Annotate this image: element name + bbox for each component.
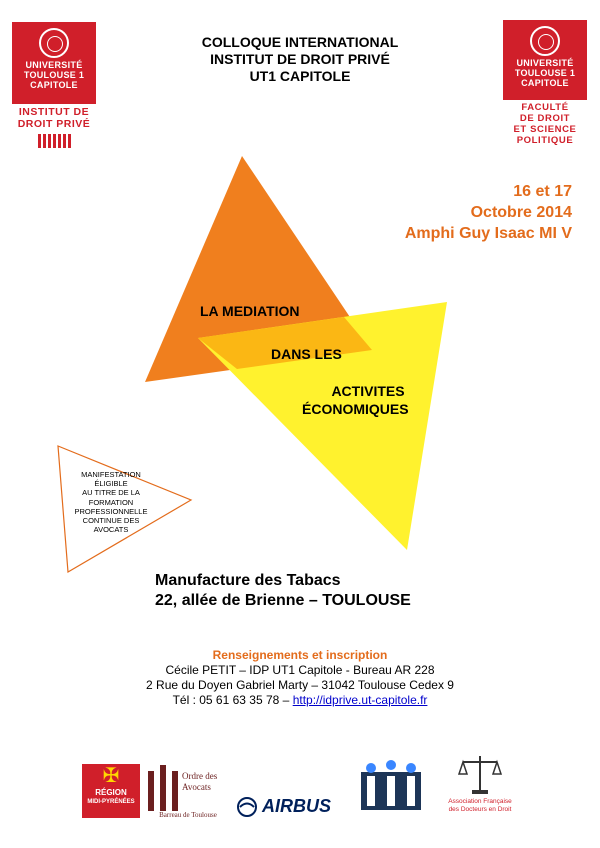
- header-line-3: UT1 CAPITOLE: [249, 68, 351, 84]
- contact-title: Renseignements et inscription: [212, 648, 388, 662]
- logo-right-subtitle-1: FACULTÉ: [521, 102, 569, 113]
- header-line-2: INSTITUT DE DROIT PRIVÉ: [210, 51, 390, 67]
- logo-left-line-3: CAPITOLE: [30, 80, 78, 90]
- ordre-line-1: Ordre des: [182, 771, 218, 781]
- venue-address: 22, allée de Brienne – TOULOUSE: [155, 592, 411, 609]
- contact-line-3: [0, 692, 600, 708]
- theme-line-3: ACTIVITES: [331, 383, 405, 399]
- logo-right-subtitle-3: ET SCIENCE: [513, 124, 577, 135]
- people-icon: [361, 760, 421, 810]
- contact-line-2: 2 Rue du Doyen Gabriel Marty – 31042 Toulouse Cedex 9: [146, 678, 454, 692]
- formation-note: [56, 470, 166, 534]
- ordre-line-2: Avocats: [182, 782, 211, 792]
- association-line-2: des Docteurs en Droit: [448, 806, 512, 813]
- formation-note-line: PROFESSIONNELLE: [74, 506, 148, 516]
- airbus-label: AIRBUS: [262, 796, 332, 816]
- logo-airbus: [236, 795, 350, 819]
- logo-right-subtitle-2: DE DROIT: [519, 113, 571, 124]
- logo-right-line-2: TOULOUSE 1: [514, 68, 576, 78]
- airbus-swirl-icon: [236, 796, 258, 818]
- venue-name: Manufacture des Tabacs: [155, 572, 341, 589]
- logo-ordre-avocats: [146, 757, 230, 821]
- logo-right-line-3: CAPITOLE: [521, 78, 569, 88]
- theme-line-2: DANS LES: [271, 346, 342, 362]
- logo-association-docteurs: [440, 752, 520, 822]
- date-line-2: Octobre 2014: [470, 204, 572, 221]
- ordre-line-3: Barreau de Toulouse: [159, 811, 217, 819]
- date-line-1: 16 et 17: [513, 183, 572, 200]
- theme-line-1: LA MEDIATION: [200, 303, 300, 319]
- association-line-1: Association Française: [448, 798, 512, 805]
- logo-left-line-2: TOULOUSE 1: [23, 70, 85, 80]
- date-line-3: Amphi Guy Isaac MI V: [404, 225, 572, 242]
- logo-left-subtitle-2: DROIT PRIVÉ: [17, 118, 91, 130]
- formation-note-line: AU TITRE DE LA: [82, 488, 140, 498]
- website-link[interactable]: http://idprive.ut-capitole.fr: [292, 693, 428, 707]
- logo-left-subtitle-1: INSTITUT DE: [18, 106, 90, 118]
- header-line-1: COLLOQUE INTERNATIONAL: [201, 34, 399, 50]
- formation-note-line: FORMATION: [88, 497, 134, 507]
- theme-line-4: ÉCONOMIQUES: [302, 401, 409, 417]
- contact-phone: Tél : 05 61 63 35 78 –: [172, 693, 290, 707]
- scales-of-justice-icon: [455, 752, 505, 796]
- formation-note-line: MANIFESTATION: [81, 470, 141, 479]
- region-label-1: RÉGION: [95, 788, 127, 797]
- logo-left-line-1: UNIVERSITÉ: [25, 60, 83, 70]
- logo-right-line-1: UNIVERSITÉ: [516, 58, 574, 68]
- formation-note-line: AVOCATS: [93, 525, 129, 535]
- region-label-2: MIDI-PYRÉNÉES: [87, 799, 135, 805]
- occitan-cross-icon: ✠: [102, 765, 120, 787]
- logo-region-midi-pyrenees: [82, 764, 140, 818]
- formation-note-line: CONTINUE DES: [82, 516, 140, 526]
- logo-right-subtitle-4: POLITIQUE: [516, 135, 574, 146]
- logo-figures: [361, 760, 421, 810]
- columns-icon: [148, 765, 178, 813]
- contact-line-1: Cécile PETIT – IDP UT1 Capitole - Bureau AR 228: [165, 663, 435, 677]
- formation-note-line: ÉLIGIBLE: [94, 479, 128, 489]
